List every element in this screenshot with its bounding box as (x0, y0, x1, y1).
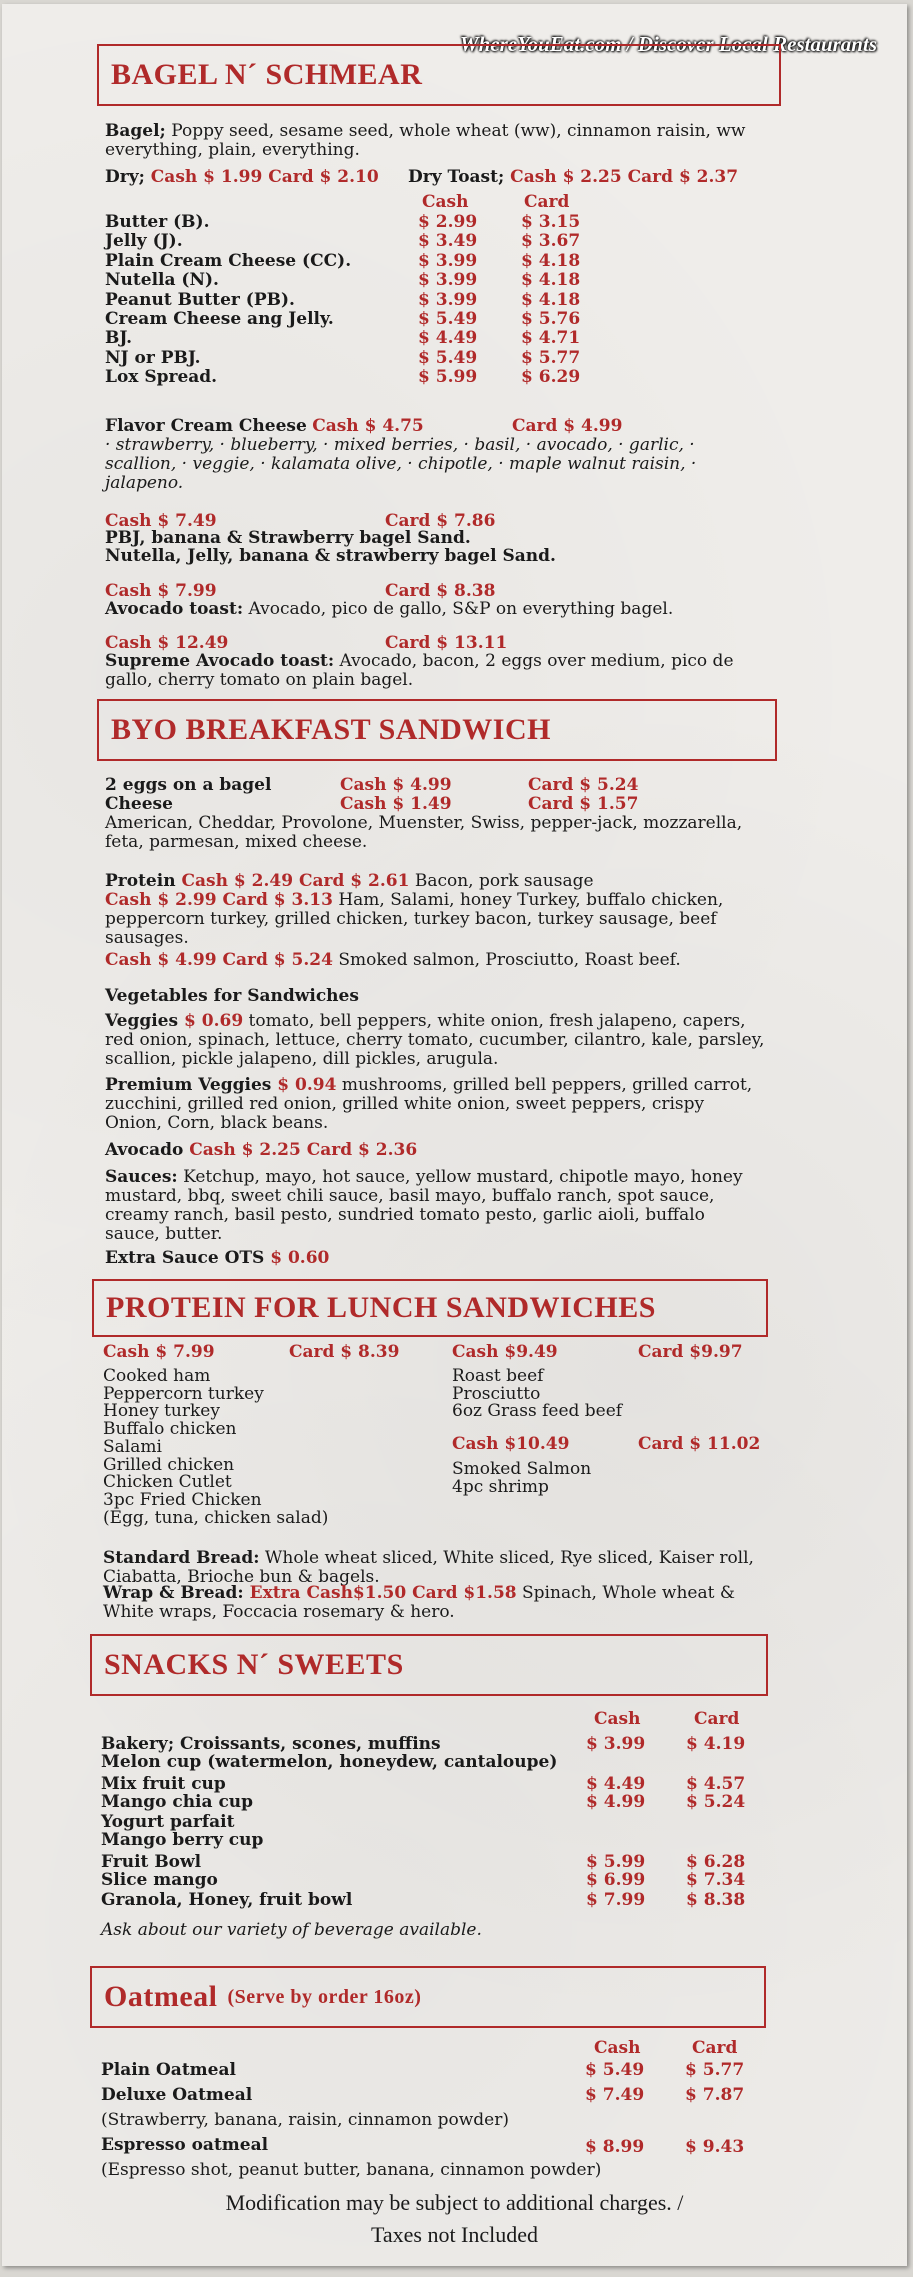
pbj-line2: Nutella, Jelly, banana & strawberry bagel Sand. (105, 546, 556, 566)
footer-line-1: Modification may be subject to additional charges. / (225, 2190, 684, 2215)
avocado-price: Cash $ 2.25 Card $ 2.36 (183, 1140, 418, 1160)
protein-breakfast-1 (105, 872, 765, 891)
extra-sauce-price: $ 0.60 (264, 1248, 330, 1268)
sauces-row (105, 1168, 765, 1244)
bagel-item-name: NJ or PBJ. (105, 347, 201, 368)
bagel-item-name: Nutella (N). (105, 270, 219, 291)
protein-price-1: Cash $ 2.49 Card $ 2.61 (175, 871, 410, 891)
snack-item-name: Melon cup (watermelon, honeydew, cantaloupe) (101, 1752, 558, 1772)
cheese-list: American, Cheddar, Provolone, Muenster, Swiss, pepper-jack, mozzarella, feta, parmesan, mixed cheese. (105, 813, 743, 852)
flavor-row (105, 417, 424, 436)
bagel-item-name: Butter (B). (105, 212, 210, 232)
bagel-item-name: Peanut Butter (PB). (105, 289, 295, 310)
protein-g3-card: Card $ 11.02 (638, 1434, 761, 1454)
bagel-item-name: BJ. (105, 328, 133, 349)
bagel-item-cash: $ 3.99 (418, 289, 478, 310)
bagel-item-card: $ 4.18 (521, 289, 581, 310)
dry-toast-row (408, 168, 738, 187)
protein-list-item: Cooked ham (103, 1366, 211, 1386)
section-header-oatmeal (90, 1966, 766, 2028)
protein-price-2: Cash $ 2.99 Card $ 3.13 (105, 890, 333, 910)
protein-list-item: 6oz Grass feed beef (452, 1401, 623, 1422)
veggies-desc: tomato, bell peppers, white onion, fresh jalapeno, capers, red onion, spinach, lettuce, cherry tomato, cucumber, cilantro, kale, parsley, scallion, pickle jalapeno, dill pickles, arugula. (105, 1011, 765, 1069)
bagel-types (105, 122, 765, 160)
deluxe-oatmeal-label: Deluxe Oatmeal (101, 2085, 253, 2105)
plain-oatmeal-cash: $ 5.49 (585, 2060, 645, 2080)
veggies-row (105, 1012, 765, 1069)
watermark-text: WhereYouEat.com / Discover Local Restaurants (459, 32, 877, 56)
snack-item-card: $ 4.57 (686, 1774, 746, 1794)
premium-veggies-row (105, 1076, 755, 1133)
menu-page (2, 4, 907, 2266)
bagel-cash-head: Cash (422, 192, 469, 212)
standard-bread-row (103, 1549, 763, 1587)
bagel-item-card: $ 4.18 (521, 270, 581, 291)
protein-list-item: 4pc shrimp (452, 1476, 549, 1497)
oatmeal-card-head: Card (692, 2038, 738, 2058)
protein-label: Protein (105, 871, 176, 891)
protein-g1-cash: Cash $ 7.99 (103, 1342, 215, 1362)
bagel-item-cash: $ 2.99 (418, 212, 478, 232)
protein-list-item: (Egg, tuna, chicken salad) (103, 1507, 329, 1528)
protein-g2-card: Card $9.97 (638, 1342, 743, 1362)
pbj-card: Card $ 7.86 (385, 511, 496, 531)
bagel-item-card: $ 3.67 (521, 231, 581, 252)
plain-oatmeal-card: $ 5.77 (685, 2060, 745, 2080)
extra-sauce-label: Extra Sauce OTS (105, 1248, 265, 1268)
snack-item-name: Yogurt parfait (101, 1812, 235, 1832)
protein-list-item: Honey turkey (103, 1401, 220, 1422)
snack-item-card: $ 8.38 (686, 1890, 746, 1910)
bagel-item-card: $ 5.77 (521, 347, 581, 368)
flavor-card: Card $ 4.99 (512, 416, 623, 436)
snacks-cash-head: Cash (594, 1709, 641, 1729)
avocado-label: Avocado (105, 1140, 184, 1160)
avocado-toast-label: Avocado toast: (105, 599, 244, 619)
pbj-line1: PBJ, banana & Strawberry bagel Sand. (105, 528, 471, 548)
snack-item-cash: $ 3.99 (586, 1734, 646, 1754)
bagel-card-head: Card (524, 192, 570, 212)
section-header-protein: PROTEIN FOR LUNCH SANDWICHES (92, 1279, 768, 1337)
protein-desc-3: Smoked salmon, Prosciutto, Roast beef. (332, 950, 681, 970)
bagel-item-cash: $ 3.99 (418, 270, 478, 291)
snack-item-name: Bakery; Croissants, scones, muffins (101, 1734, 441, 1754)
snack-item-card: $ 5.24 (686, 1792, 746, 1812)
snack-item-card: $ 6.28 (686, 1852, 746, 1872)
bagel-item-name: Lox Spread. (105, 367, 218, 388)
dry-price: Cash $ 1.99 Card $ 2.10 (144, 167, 379, 187)
snack-item-cash: $ 4.99 (586, 1792, 646, 1812)
snack-item-name: Mango chia cup (101, 1792, 254, 1812)
snack-item-name: Slice mango (101, 1870, 218, 1890)
deluxe-oatmeal-card: $ 7.87 (685, 2085, 745, 2105)
protein-list-item: Buffalo chicken (103, 1419, 237, 1440)
standard-bread-label: Standard Bread: (103, 1548, 260, 1568)
protein-list-item: Smoked Salmon (452, 1459, 592, 1479)
bagel-item-cash: $ 3.99 (418, 250, 478, 271)
section-header-snacks: SNACKS N´ SWEETS (90, 1634, 768, 1696)
vegetables-heading: Vegetables for Sandwiches (105, 986, 359, 1006)
standard-bread-desc: Whole wheat sliced, White sliced, Rye sliced, Kaiser roll, Ciabatta, Brioche bun & bagels. (103, 1548, 754, 1587)
snack-item-cash: $ 5.99 (586, 1852, 646, 1872)
flavor-cash: Cash $ 4.75 (312, 416, 424, 436)
protein-list-item: Roast beef (452, 1366, 544, 1386)
bagel-item-name: Jelly (J). (105, 231, 183, 252)
beverage-note: Ask about our variety of beverage available. (101, 1920, 482, 1940)
plain-oatmeal-label: Plain Oatmeal (101, 2060, 236, 2080)
protein-g2-cash: Cash $9.49 (452, 1342, 558, 1362)
premium-veggies-price: $ 0.94 (271, 1075, 337, 1095)
supreme-toast-card: Card $ 13.11 (385, 633, 508, 653)
supreme-toast-cash: Cash $ 12.49 (105, 633, 229, 653)
sauces-label: Sauces: (105, 1167, 178, 1187)
veggies-label: Veggies (105, 1011, 179, 1031)
snack-item-cash: $ 7.99 (586, 1890, 646, 1910)
protein-list-item: 3pc Fried Chicken (103, 1489, 262, 1510)
bagel-item-name: Cream Cheese ang Jelly. (105, 309, 334, 329)
cheese-cash: Cash $ 1.49 (340, 794, 452, 814)
snack-item-name: Fruit Bowl (101, 1852, 202, 1872)
pbj-cash: Cash $ 7.49 (105, 511, 217, 531)
avocado-toast-row (105, 600, 673, 619)
oatmeal-cash-head: Cash (594, 2038, 641, 2058)
veggies-price: $ 0.69 (178, 1011, 244, 1031)
oatmeal-subtitle: (Serve by order 16oz) (227, 1985, 422, 2008)
bagel-item-card: $ 6.29 (521, 367, 581, 388)
snack-item-cash: $ 6.99 (586, 1870, 646, 1890)
eggs-label: 2 eggs on a bagel (105, 775, 272, 795)
avocado-row (105, 1141, 417, 1160)
bagel-item-cash: $ 4.49 (418, 328, 478, 349)
eggs-card: Card $ 5.24 (528, 775, 639, 795)
bagel-item-cash: $ 3.49 (418, 231, 478, 252)
dry-label: Dry; (105, 167, 145, 187)
wrap-bread-desc: Spinach, Whole wheat & White wraps, Foccacia rosemary & hero. (103, 1583, 735, 1622)
protein-list-item: Chicken Cutlet (103, 1472, 232, 1493)
bagel-item-cash: $ 5.49 (418, 347, 478, 368)
dry-row (105, 168, 379, 187)
bagel-item-card: $ 5.76 (521, 309, 581, 329)
bagel-item-cash: $ 5.49 (418, 309, 478, 329)
eggs-cash: Cash $ 4.99 (340, 775, 452, 795)
snack-item-cash: $ 4.49 (586, 1774, 646, 1794)
protein-list-item: Prosciutto (452, 1383, 541, 1404)
protein-list-item: Grilled chicken (103, 1454, 235, 1475)
premium-veggies-label: Premium Veggies (105, 1075, 272, 1095)
protein-breakfast-2 (105, 891, 745, 948)
section-header-bagel: BAGEL N´ SCHMEAR (97, 44, 781, 106)
wrap-bread-label: Wrap & Bread: (103, 1583, 244, 1603)
dry-toast-price: Cash $ 2.25 Card $ 2.37 (504, 167, 739, 187)
section-header-byo: BYO BREAKFAST SANDWICH (97, 699, 777, 761)
dry-toast-label: Dry Toast; (408, 167, 505, 187)
protein-desc-1: Bacon, pork sausage (409, 871, 594, 891)
cheese-label: Cheese (105, 794, 173, 814)
snack-item-name: Mix fruit cup (101, 1774, 226, 1794)
snack-item-name: Granola, Honey, fruit bowl (101, 1890, 353, 1910)
bagel-item-cash: $ 5.99 (418, 367, 478, 388)
extra-sauce-row (105, 1249, 329, 1268)
bagel-item-card: $ 4.71 (521, 328, 581, 349)
snack-item-card: $ 7.34 (686, 1870, 746, 1890)
espresso-oatmeal-cash: $ 8.99 (585, 2137, 645, 2157)
bagel-item-card: $ 3.15 (521, 212, 581, 232)
avocado-toast-desc: Avocado, pico de gallo, S&P on everything bagel. (243, 599, 674, 619)
deluxe-oatmeal-desc: (Strawberry, banana, raisin, cinnamon powder) (101, 2110, 509, 2130)
bagel-desc: Poppy seed, sesame seed, whole wheat (ww), cinnamon raisin, ww everything, plain, everything. (105, 121, 746, 160)
premium-veggies-desc: mushrooms, grilled bell peppers, grilled carrot, zucchini, grilled red onion, grilled white onion, sweet peppers, crispy Onion, Corn, black beans. (105, 1075, 753, 1133)
footer-line-2: Taxes not Included (370, 2222, 539, 2247)
protein-list-item: Peppercorn turkey (103, 1383, 264, 1404)
flavor-label: Flavor Cream Cheese (105, 416, 307, 436)
oatmeal-title: Oatmeal (104, 1980, 218, 2013)
avocado-toast-cash: Cash $ 7.99 (105, 581, 217, 601)
protein-g3-cash: Cash $10.49 (452, 1434, 570, 1454)
protein-g1-card: Card $ 8.39 (289, 1342, 400, 1362)
cheese-card: Card $ 1.57 (528, 794, 639, 814)
flavor-list: · strawberry, · blueberry, · mixed berries, · basil, · avocado, · garlic, · scallion, · veggie, · kalamata olive, · chipotle, · maple walnut raisin, · jalapeno. (105, 435, 697, 493)
snack-item-card: $ 4.19 (686, 1734, 746, 1754)
bagel-label: Bagel; (105, 121, 166, 141)
sauces-desc: Ketchup, mayo, hot sauce, yellow mustard, chipotle mayo, honey mustard, bbq, sweet chili sauce, basil mayo, buffalo ranch, spot sauce, creamy ranch, basil pesto, sundried tomato pesto, garlic aioli, buffalo sauce, butter. (105, 1167, 743, 1244)
espresso-oatmeal-desc: (Espresso shot, peanut butter, banana, cinnamon powder) (101, 2160, 602, 2180)
protein-breakfast-3 (105, 951, 765, 970)
bagel-item-card: $ 4.18 (521, 250, 581, 271)
deluxe-oatmeal-cash: $ 7.49 (585, 2085, 645, 2105)
espresso-oatmeal-card: $ 9.43 (685, 2137, 745, 2157)
snacks-card-head: Card (694, 1709, 740, 1729)
snack-item-name: Mango berry cup (101, 1830, 264, 1850)
supreme-toast-desc: Avocado, bacon, 2 eggs over medium, pico de gallo, cherry tomato on plain bagel. (105, 651, 734, 690)
supreme-toast-label: Supreme Avocado toast: (105, 651, 335, 671)
avocado-toast-card: Card $ 8.38 (385, 581, 496, 601)
bagel-item-name: Plain Cream Cheese (CC). (105, 250, 352, 271)
protein-list-item: Salami (103, 1436, 162, 1457)
wrap-bread-price: Extra Cash$1.50 Card $1.58 (243, 1583, 517, 1603)
supreme-toast-row (105, 652, 755, 690)
protein-desc-2: Ham, Salami, honey Turkey, buffalo chicken, peppercorn turkey, grilled chicken, turkey bacon, turkey sausage, beef sausages. (105, 890, 724, 948)
protein-price-3: Cash $ 4.99 Card $ 5.24 (105, 950, 333, 970)
wrap-bread-row (103, 1584, 773, 1622)
espresso-oatmeal-label: Espresso oatmeal (101, 2135, 269, 2155)
